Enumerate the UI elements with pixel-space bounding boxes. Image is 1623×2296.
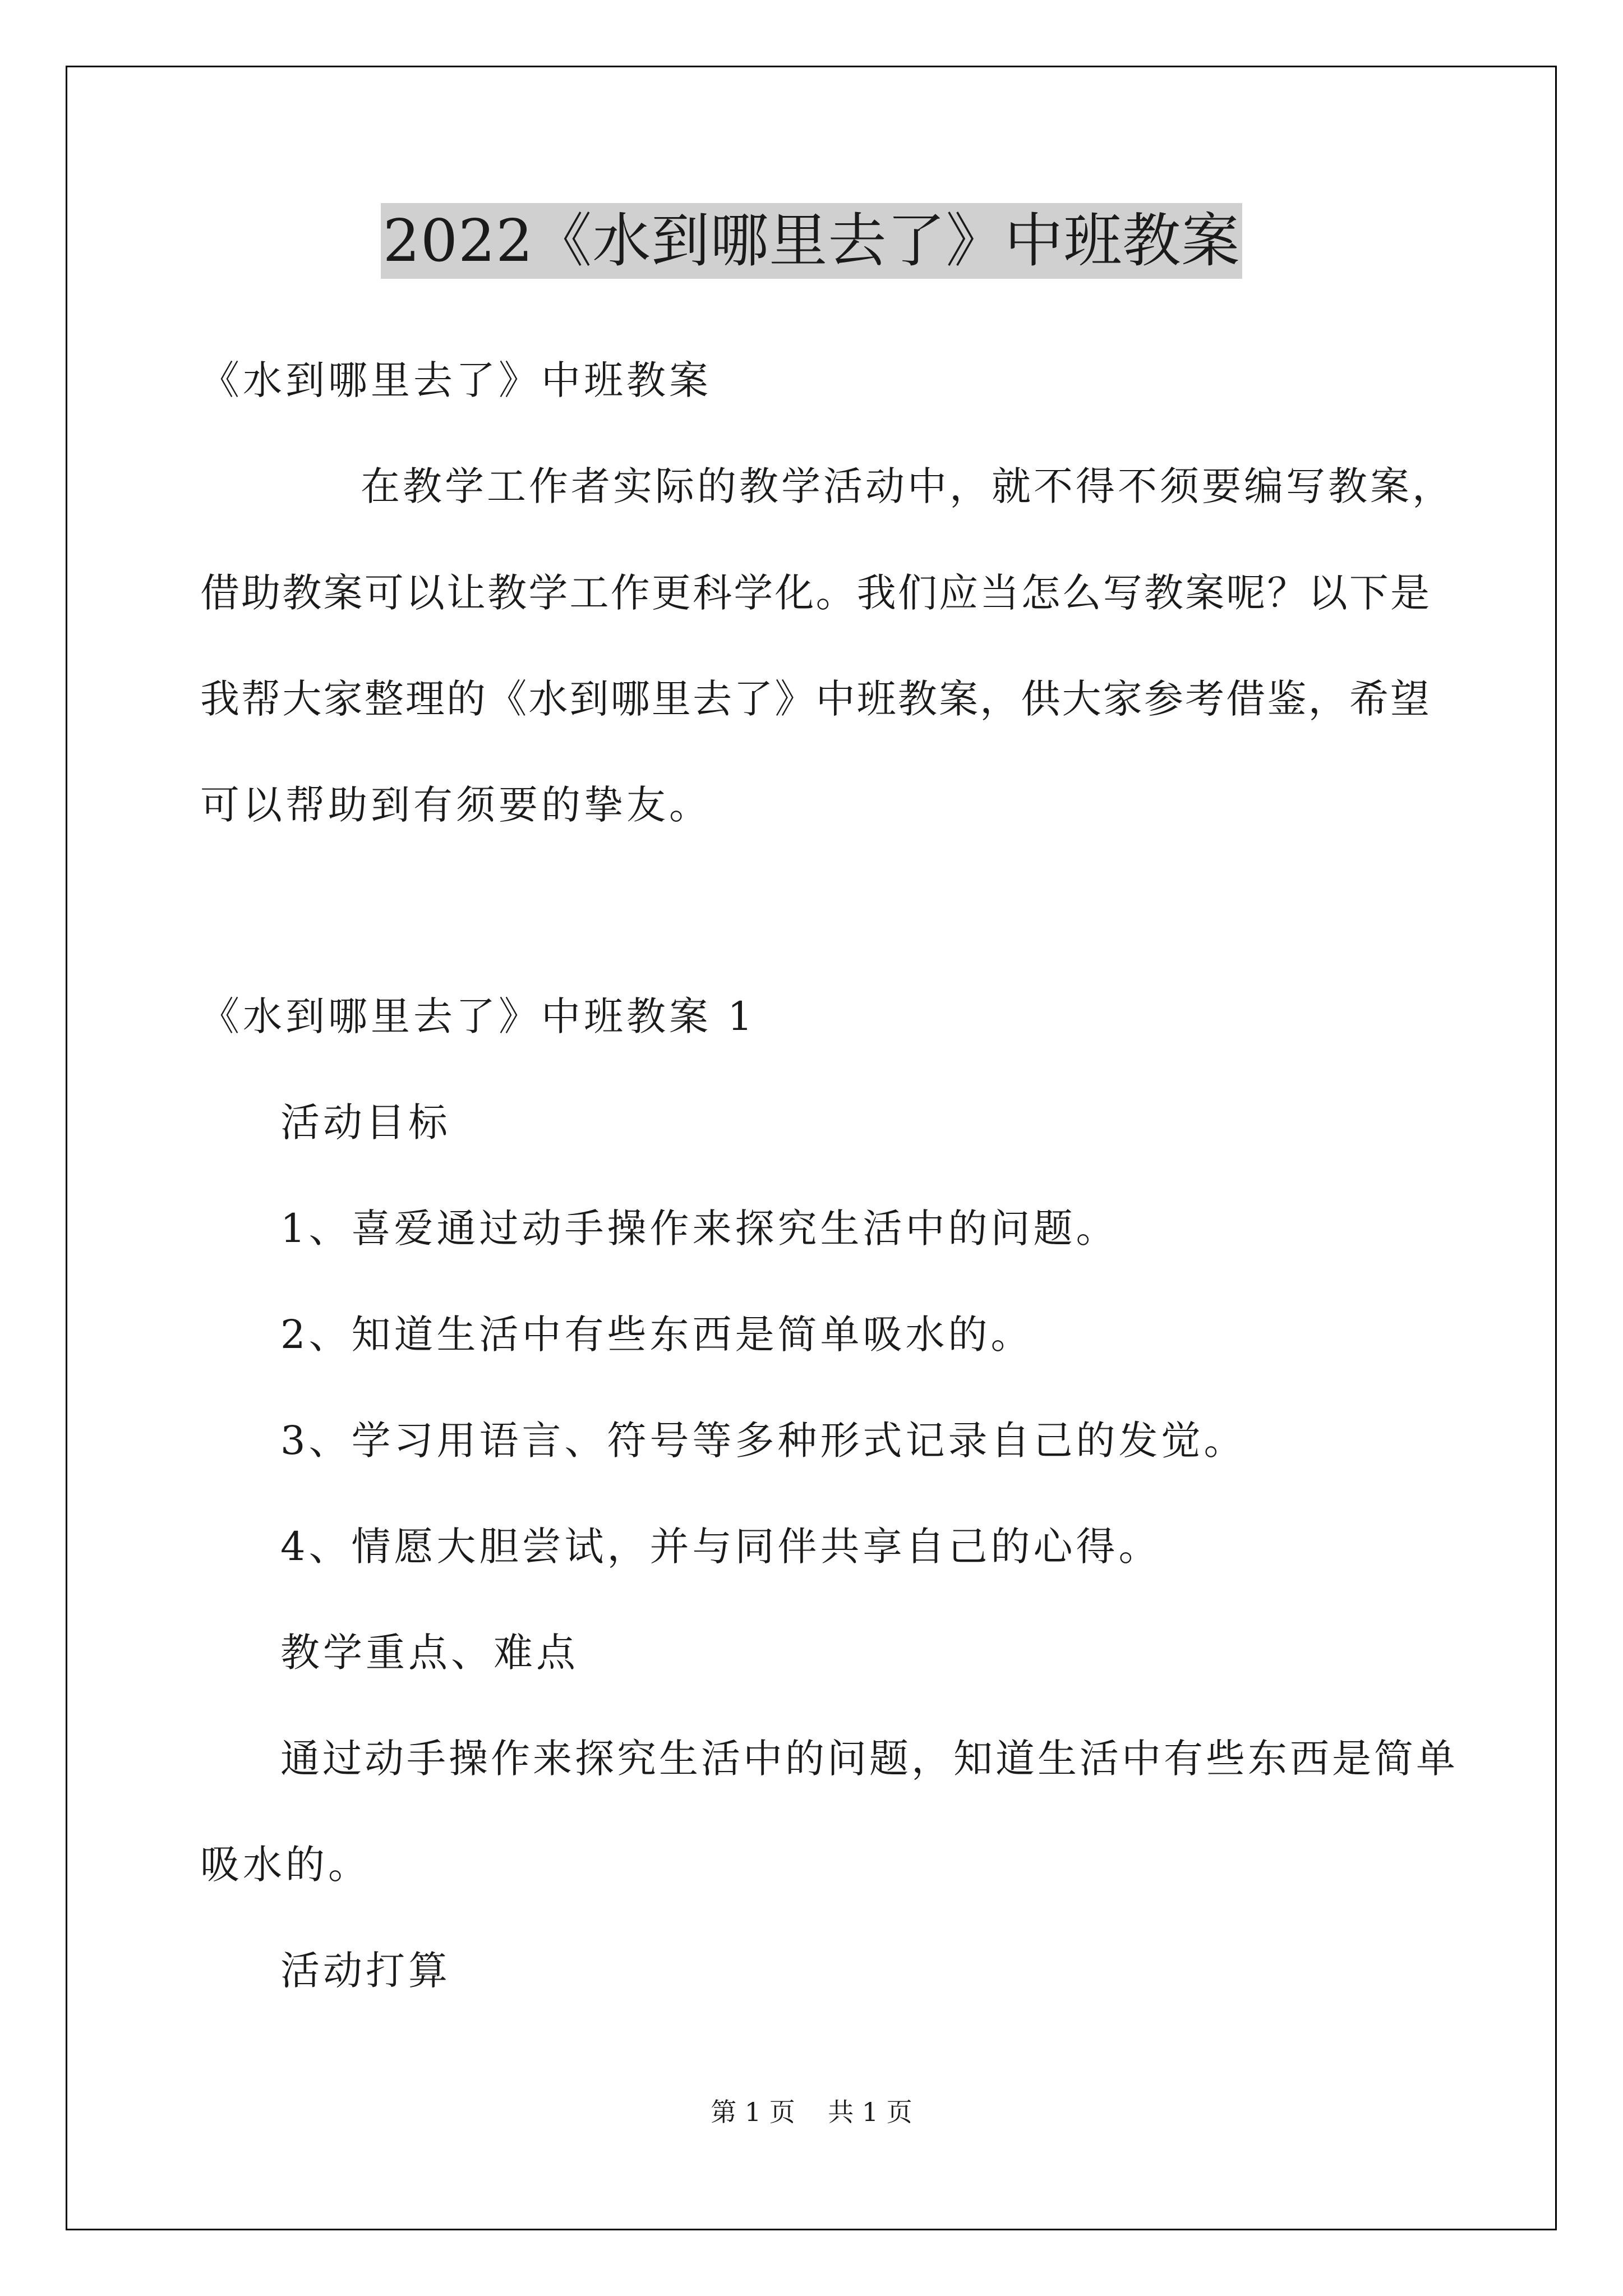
intro-line-1: 在教学工作者实际的教学活动中，就不得不须要编写教案， <box>361 463 1454 509</box>
key-points-heading: 教学重点、难点 <box>280 1630 579 1676</box>
page-number-footer: 第 1 页 共 1 页 <box>711 2097 912 2127</box>
goal-item-4: 4、情愿大胆尝试，并与同伴共享自己的心得。 <box>280 1524 1161 1570</box>
document-title: 2022《水到哪里去了》中班教案 <box>381 203 1243 279</box>
document-subtitle: 《水到哪里去了》中班教案 <box>200 357 712 403</box>
key-points-line-2: 吸水的。 <box>200 1842 371 1888</box>
intro-line-2: 借助教案可以让教学工作更科学化。我们应当怎么写教案呢？以下是 <box>200 570 1430 616</box>
goals-heading: 活动目标 <box>280 1099 451 1145</box>
preparation-heading: 活动打算 <box>280 1948 451 1994</box>
goal-item-1: 1、喜爱通过动手操作来探究生活中的问题。 <box>280 1205 1119 1251</box>
goal-item-3: 3、学习用语言、符号等多种形式记录自己的发觉。 <box>280 1418 1247 1464</box>
intro-line-3: 我帮大家整理的《水到哪里去了》中班教案，供大家参考借鉴，希望 <box>200 676 1430 722</box>
intro-line-4: 可以帮助到有须要的挚友。 <box>200 782 712 828</box>
title-container <box>0 203 1623 279</box>
goal-item-2: 2、知道生活中有些东西是简单吸水的。 <box>280 1312 1034 1358</box>
key-points-line-1: 通过动手操作来探究生活中的问题，知道生活中有些东西是简单 <box>280 1736 1458 1782</box>
section-title: 《水到哪里去了》中班教案 1 <box>200 993 756 1039</box>
